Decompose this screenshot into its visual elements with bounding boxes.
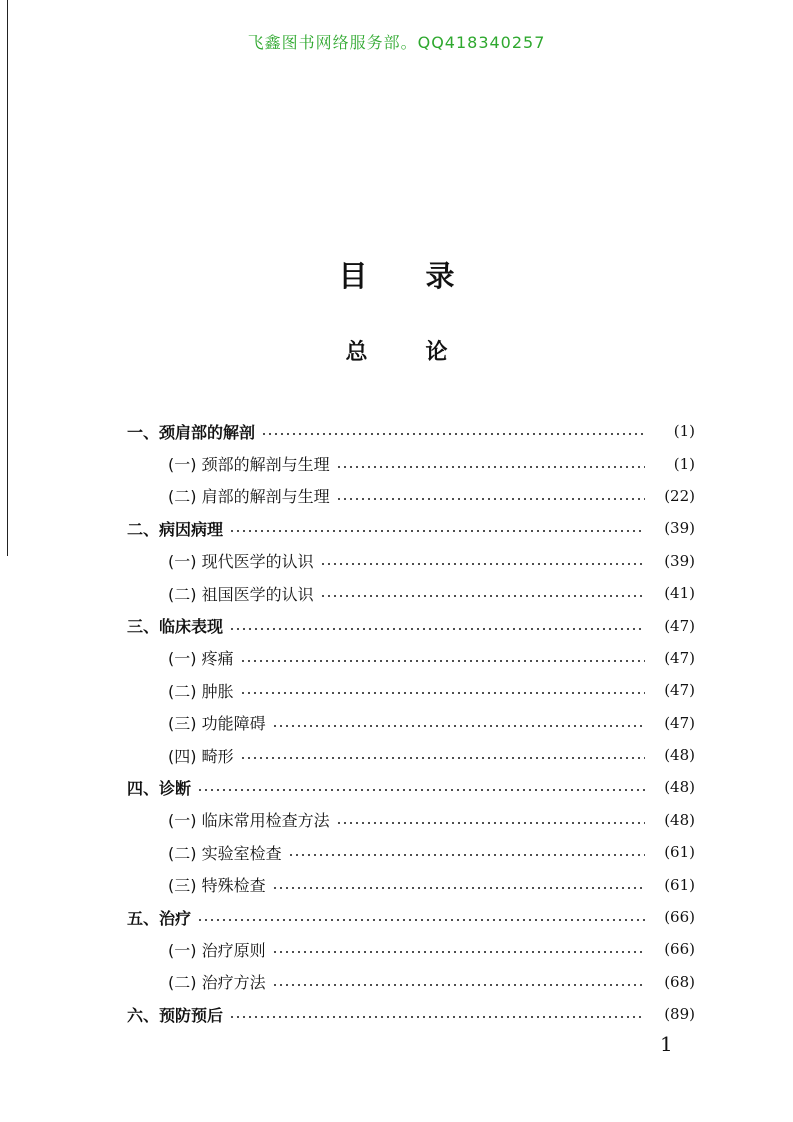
toc-dot-leader (336, 465, 645, 469)
toc-entry-label: (三) 特殊检查 (168, 876, 266, 896)
toc-section-entry[interactable] (127, 966, 695, 998)
toc-section-entry[interactable] (127, 674, 695, 706)
toc-chapter-entry[interactable] (127, 771, 695, 803)
toc-chapter-entry[interactable] (127, 415, 695, 447)
table-of-contents (127, 415, 695, 1030)
toc-entry-page: (39) (664, 519, 695, 538)
toc-section-entry[interactable] (127, 545, 695, 577)
toc-section-entry[interactable] (127, 577, 695, 609)
toc-entry-page: (61) (664, 875, 695, 894)
watermark-text: 飞鑫图书网络服务部。QQ418340257 (247, 33, 546, 52)
toc-dot-leader (197, 918, 645, 922)
toc-entry-label: (二) 肩部的解剖与生理 (168, 487, 330, 507)
toc-chapter-entry[interactable] (127, 998, 695, 1030)
toc-dot-leader (272, 886, 645, 890)
toc-chapter-entry[interactable] (127, 901, 695, 933)
toc-entry-label: (二) 实验室检查 (168, 843, 282, 863)
toc-entry-page: (66) (664, 940, 695, 959)
toc-dot-leader (320, 562, 645, 566)
toc-entry-label: (二) 治疗方法 (168, 973, 266, 993)
toc-section-entry[interactable] (127, 836, 695, 868)
toc-dot-leader (229, 627, 645, 631)
toc-section-entry[interactable] (127, 447, 695, 479)
toc-entry-label: (二) 祖国医学的认识 (168, 584, 314, 604)
toc-entry-label: (二) 肿胀 (168, 681, 234, 701)
toc-entry-label: 六、预防预后 (127, 1005, 224, 1025)
toc-section-entry[interactable] (127, 933, 695, 965)
toc-dot-leader (320, 594, 645, 598)
toc-entry-page: (1) (673, 422, 695, 441)
toc-entry-page: (39) (664, 551, 695, 570)
toc-entry-page: (47) (664, 681, 695, 700)
toc-section-entry[interactable] (127, 480, 695, 512)
toc-entry-page: (47) (664, 713, 695, 732)
toc-entry-page: (41) (664, 584, 695, 603)
toc-dot-leader (272, 724, 645, 728)
toc-entry-page: (48) (664, 746, 695, 765)
toc-section-entry[interactable] (127, 707, 695, 739)
toc-dot-leader (336, 497, 645, 501)
page-title: 目录 (338, 259, 513, 293)
toc-entry-label: 三、临床表现 (127, 617, 224, 637)
toc-dot-leader (240, 756, 645, 760)
toc-entry-page: (68) (664, 972, 695, 991)
toc-entry-label: 二、病因病理 (127, 519, 224, 539)
toc-entry-label: (四) 畸形 (168, 746, 234, 766)
toc-entry-page: (47) (664, 648, 695, 667)
toc-entry-label: (一) 临床常用检查方法 (168, 811, 330, 831)
toc-entry-label: 五、治疗 (127, 908, 192, 928)
toc-entry-label: 四、诊断 (127, 778, 192, 798)
toc-dot-leader (336, 821, 645, 825)
toc-chapter-entry[interactable] (127, 609, 695, 641)
toc-section-entry[interactable] (127, 804, 695, 836)
toc-dot-leader (288, 853, 645, 857)
toc-entry-page: (47) (664, 616, 695, 635)
toc-dot-leader (261, 432, 645, 436)
toc-entry-label: (一) 治疗原则 (168, 940, 266, 960)
toc-entry-page: (22) (664, 486, 695, 505)
toc-entry-label: 一、颈肩部的解剖 (127, 422, 256, 442)
toc-entry-page: (61) (664, 843, 695, 862)
toc-dot-leader (229, 529, 645, 533)
toc-entry-page: (66) (664, 908, 695, 927)
toc-entry-label: (一) 现代医学的认识 (168, 552, 314, 572)
toc-chapter-entry[interactable] (127, 512, 695, 544)
toc-section-entry[interactable] (127, 642, 695, 674)
toc-dot-leader (197, 788, 645, 792)
toc-section-entry[interactable] (127, 739, 695, 771)
toc-entry-page: (89) (664, 1005, 695, 1024)
toc-dot-leader (240, 659, 645, 663)
toc-dot-leader (240, 691, 645, 695)
page-number: 1 (660, 1032, 673, 1056)
section-subtitle: 总论 (345, 340, 506, 365)
toc-section-entry[interactable] (127, 868, 695, 900)
toc-dot-leader (272, 950, 645, 954)
toc-entry-page: (48) (664, 778, 695, 797)
toc-entry-page: (1) (673, 454, 695, 473)
toc-dot-leader (272, 983, 645, 987)
toc-entry-label: (一) 颈部的解剖与生理 (168, 455, 330, 475)
toc-entry-page: (48) (664, 810, 695, 829)
toc-entry-label: (一) 疼痛 (168, 649, 234, 669)
toc-entry-label: (三) 功能障碍 (168, 714, 266, 734)
toc-dot-leader (229, 1015, 645, 1019)
